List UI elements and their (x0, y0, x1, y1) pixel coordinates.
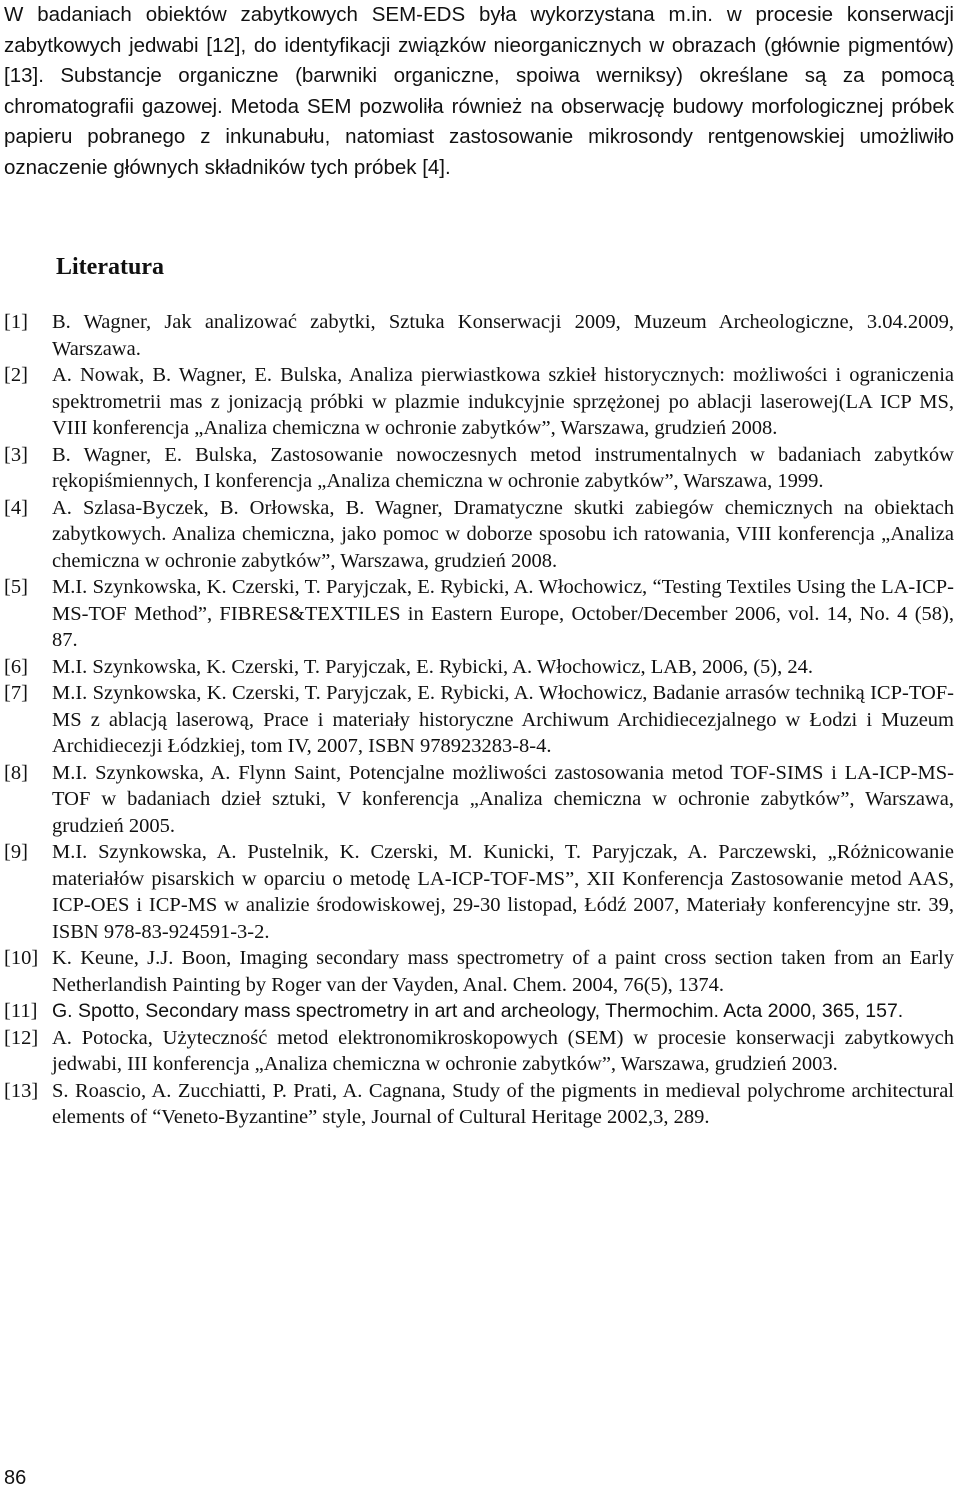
reference-number: [1] (4, 311, 28, 333)
reference-item (4, 1025, 954, 1078)
reference-text: S. Roascio, A. Zucchiatti, P. Prati, A. Cagnana, Study of the pigments in medieval polychrome architectural elements of “Veneto-Byzantine” style, Journal of Cultural Heritage 2002,3, 289. (52, 1079, 954, 1128)
reference-item (4, 574, 954, 654)
reference-item (4, 1078, 954, 1131)
reference-text: M.I. Szynkowska, A. Flynn Saint, Potencjalne możliwości zastosowania metod TOF-SIMS i LA-ICP-MS-TOF w badaniach dzieł sztuki, V konferencja „Analiza chemiczna w ochronie zabytków”, Warszawa, grudzień 2005. (52, 761, 954, 837)
reference-number: [9] (4, 841, 28, 863)
reference-text: G. Spotto, Secondary mass spectrometry in art and archeology, Thermochim. Acta 2000, 365, 157. (52, 1000, 904, 1022)
reference-number: [8] (4, 761, 28, 784)
intro-paragraph: W badaniach obiektów zabytkowych SEM-EDS była wykorzystana m.in. w procesie konserwacji zabytkowych jedwabi [12], do identyfikacji związków nieorganicznych w obrazach (głównie pigmentów) [13]. Substancje organiczne (barwniki organiczne, spoiwa werniksy) określane są za pomocą chromatografii gazowej. Metoda SEM pozwoliła również na obserwację budowy morfologicznej próbek papieru pobranego z inkunabułu, natomiast zastosowanie mikrosondy rentgenowskiej umożliwiło oznaczenie głównych składników tych próbek [4]. (4, 3, 954, 179)
reference-number: [10] (4, 947, 39, 969)
section-heading: Literatura (56, 254, 164, 280)
reference-text: B. Wagner, E. Bulska, Zastosowanie nowoczesnych metod instrumentalnych w badaniach zabytków rękopiśmiennych, I konferencja „Analiza chemiczna w ochronie zabytków”, Warszawa, 1999. (52, 443, 954, 492)
reference-item (4, 998, 954, 1025)
reference-text: M.I. Szynkowska, K. Czerski, T. Paryjczak, E. Rybicki, A. Włochowicz, “Testing Textiles Using the LA-ICP-MS-TOF Method”, FIBRES&TEXTILES in Eastern Europe, October/December 2006, vol. 14, No. 4 (58), 87. (52, 576, 954, 651)
reference-number: [4] (4, 496, 28, 519)
reference-text: B. Wagner, Jak analizować zabytki, Sztuka Konserwacji 2009, Muzeum Archeologiczne, 3.04.2009, Warszawa. (52, 311, 954, 360)
reference-number: [2] (4, 364, 28, 386)
reference-item (4, 760, 954, 840)
reference-number: [6] (4, 655, 28, 678)
page-number: 86 (4, 1467, 27, 1489)
reference-item (4, 945, 954, 998)
reference-number: [3] (4, 443, 28, 466)
reference-number: [11] (4, 1000, 38, 1022)
reference-item (4, 654, 954, 681)
reference-text: K. Keune, J.J. Boon, Imaging secondary mass spectrometry of a paint cross section taken from an Early Netherlandish Painting by Roger van der Vayden, Anal. Chem. 2004, 76(5), 1374. (52, 947, 954, 996)
reference-text: M.I. Szynkowska, A. Pustelnik, K. Czerski, M. Kunicki, T. Paryjczak, A. Parczewski, „Różnicowanie materiałów pisarskich w oparciu o metodę LA-ICP-TOF-MS”, XII Konferencja Zastosowanie metod AAS, ICP-OES i ICP-MS w analizie środowiskowej, 29-30 listopad, Łódź 2007, Materiały konferencyjne str. 39, ISBN 978-83-924591-3-2. (52, 841, 954, 943)
reference-number: [5] (4, 576, 28, 598)
reference-item (4, 839, 954, 945)
reference-number: [7] (4, 682, 28, 704)
reference-text: M.I. Szynkowska, K. Czerski, T. Paryjczak, E. Rybicki, A. Włochowicz, Badanie arrasów techniką ICP-TOF-MS z ablacją laserową, Prace i materiały historyczne Archiwum Archidiecezjalnego w Łodzi i Muzeum Archidiecezji Łódzkiej, tom IV, 2007, ISBN 978923283-8-4. (52, 682, 954, 757)
reference-text: A. Szlasa-Byczek, B. Orłowska, B. Wagner, Dramatyczne skutki zabiegów chemicznych na obiektach zabytkowych. Analiza chemiczna, jako pomoc w doborze sposobu ich ratowania, VIII konferencja „Analiza chemiczna w ochronie zabytków”, Warszawa, grudzień 2008. (52, 496, 954, 572)
references-list (4, 309, 954, 1131)
reference-item (4, 442, 954, 495)
reference-text: A. Potocka, Użyteczność metod elektronomikroskopowych (SEM) w procesie konserwacji zabytkowych jedwabi, III konferencja „Analiza chemiczna w ochronie zabytków”, Warszawa, grudzień 2003. (52, 1026, 954, 1075)
reference-item (4, 495, 954, 575)
reference-number: [13] (4, 1079, 39, 1102)
reference-number: [12] (4, 1026, 39, 1049)
reference-item (4, 362, 954, 442)
reference-text: M.I. Szynkowska, K. Czerski, T. Paryjczak, E. Rybicki, A. Włochowicz, LAB, 2006, (5), 24. (52, 655, 813, 678)
reference-item (4, 309, 954, 362)
reference-text: A. Nowak, B. Wagner, E. Bulska, Analiza pierwiastkowa szkieł historycznych: możliwości i ograniczenia spektrometrii mas z jonizacją próbki w plazmie indukcyjnie sprzężonej po ablacji laserowej(LA ICP MS, VIII konferencja „Analiza chemiczna w ochronie zabytków”, Warszawa, grudzień 2008. (52, 364, 954, 439)
reference-item (4, 680, 954, 760)
